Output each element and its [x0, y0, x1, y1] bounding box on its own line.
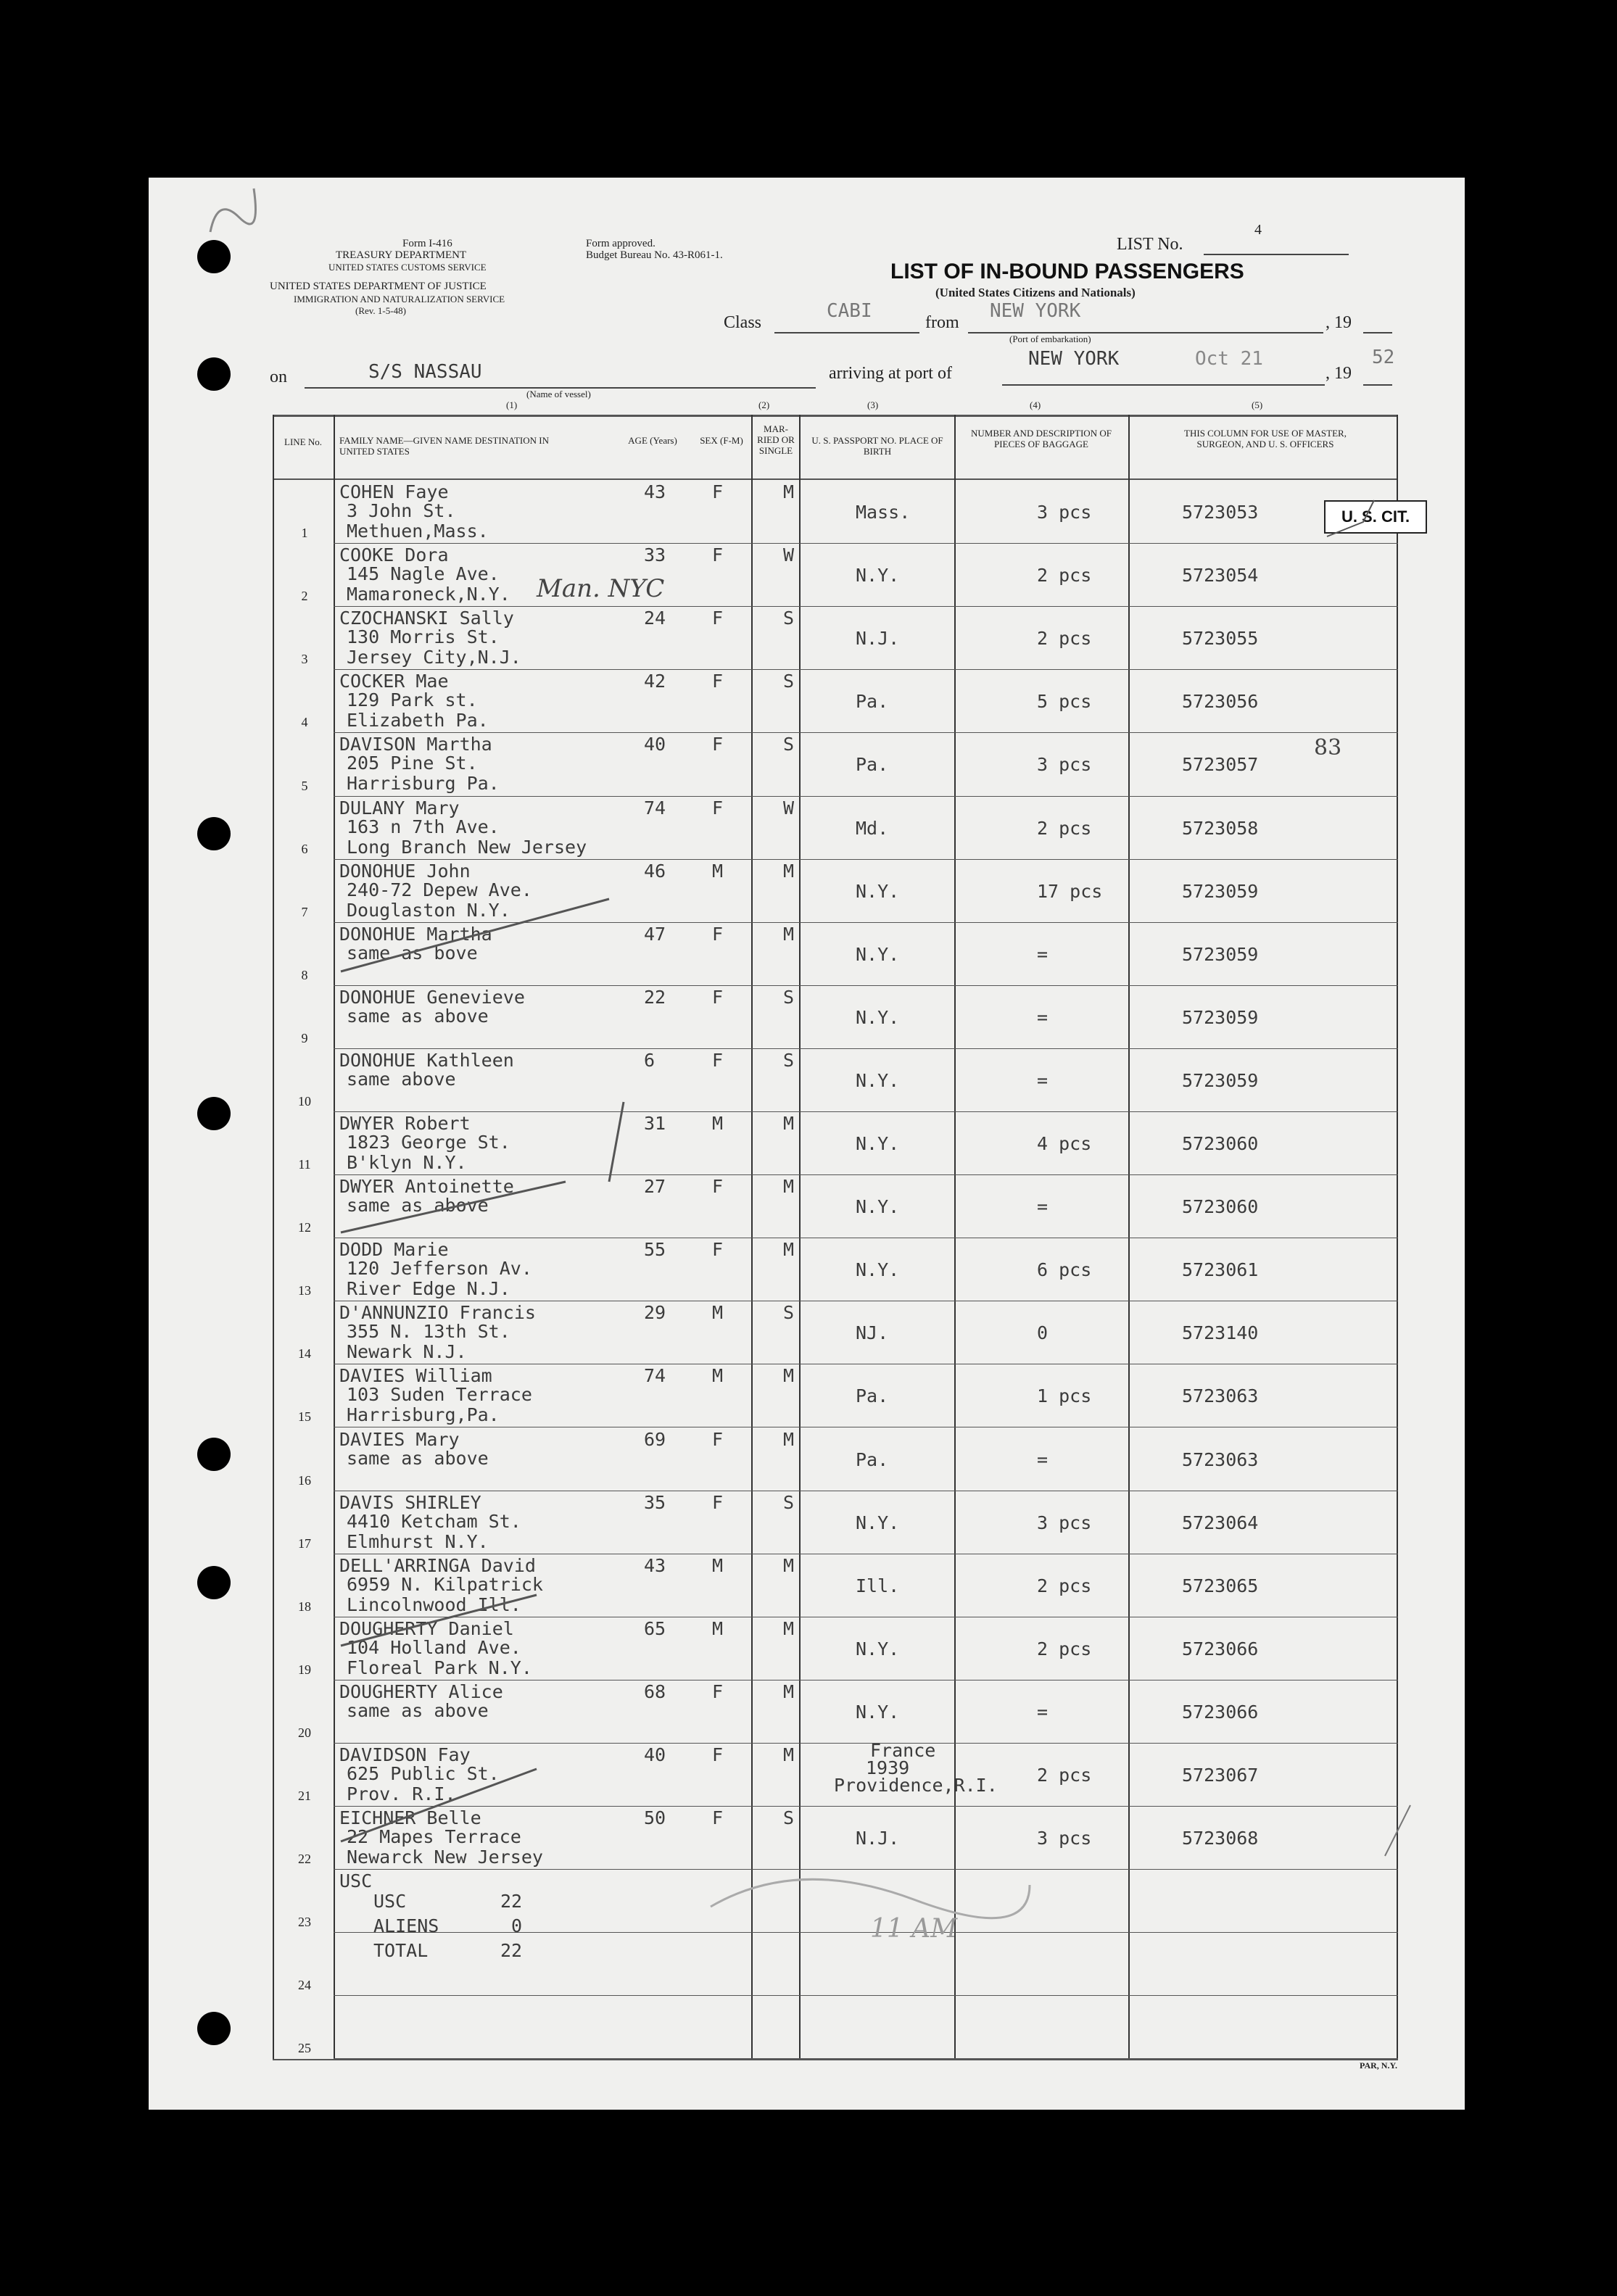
- passenger-destination: Prov. R.I.: [347, 1783, 456, 1804]
- passenger-address: 625 Public St.: [347, 1763, 500, 1784]
- passenger-name: DAVIES William: [339, 1365, 492, 1386]
- passenger-sex: M: [712, 861, 724, 882]
- passenger-sex: F: [712, 924, 724, 945]
- col-num-2: (2): [758, 399, 770, 410]
- form-title: LIST OF IN-BOUND PASSENGERS: [890, 260, 1244, 283]
- officer-number: 5723059: [1182, 944, 1259, 965]
- place-of-birth: N.Y.: [856, 565, 900, 586]
- place-of-birth: N.Y.: [856, 944, 900, 965]
- officer-number: 5723063: [1182, 1449, 1259, 1470]
- passenger-sex: F: [712, 1429, 724, 1450]
- place-of-birth: N.Y.: [856, 881, 900, 902]
- passenger-sex: M: [712, 1365, 724, 1386]
- col-officers-header: THIS COLUMN FOR USE OF MASTER, SURGEON, AND U. S. OFFICERS: [1184, 428, 1347, 449]
- line-number: 5: [301, 779, 308, 793]
- baggage: 5 pcs: [1037, 691, 1092, 712]
- line-number: 4: [301, 715, 308, 729]
- officer-number: 5723055: [1182, 628, 1259, 649]
- passenger-destination: Jersey City,N.J.: [347, 647, 521, 668]
- place-of-birth: France: [870, 1740, 936, 1761]
- place-of-birth: N.Y.: [856, 1007, 900, 1028]
- marital-status: M: [783, 924, 795, 945]
- passenger-name: DULANY Mary: [339, 797, 460, 818]
- us-citizen-stamp: U. S. CIT.: [1324, 500, 1427, 534]
- passenger-name: DONOHUE Martha: [339, 924, 492, 945]
- line-number: 3: [301, 652, 308, 666]
- passenger-sex: M: [712, 1302, 724, 1323]
- passenger-address: 1823 George St.: [347, 1132, 510, 1153]
- ins-service: IMMIGRATION AND NATURALIZATION SERVICE: [294, 294, 505, 304]
- total-value: 22: [500, 1940, 523, 1961]
- list-no-label: LIST No.: [1117, 235, 1183, 254]
- officer-number: 5723058: [1182, 818, 1259, 839]
- line-number: 7: [301, 905, 308, 919]
- treasury-dept: TREASURY DEPARTMENT: [336, 249, 467, 261]
- passenger-address: same as above: [347, 1448, 489, 1469]
- officer-number: 5723059: [1182, 1070, 1259, 1091]
- passenger-address: 6959 N. Kilpatrick: [347, 1574, 543, 1595]
- arriving-port: NEW YORK: [1028, 348, 1120, 370]
- passenger-sex: F: [712, 671, 724, 692]
- passenger-age: 46: [644, 861, 666, 882]
- officer-number: 5723065: [1182, 1575, 1259, 1596]
- marital-status: M: [783, 1239, 795, 1260]
- officer-number: 5723057: [1182, 754, 1259, 775]
- place-of-birth: Pa.: [856, 691, 889, 712]
- passenger-address: same as above: [347, 1700, 489, 1721]
- col-baggage-header: NUMBER AND DESCRIPTION OF PIECES OF BAGGAGE: [971, 428, 1112, 449]
- passenger-address: 205 Pine St.: [347, 753, 478, 774]
- marital-status: S: [783, 1302, 795, 1323]
- officer-number: 5723060: [1182, 1196, 1259, 1217]
- passenger-age: 33: [644, 544, 666, 565]
- passenger-destination: Methuen,Mass.: [347, 521, 489, 542]
- passenger-destination: River Edge N.J.: [347, 1278, 510, 1299]
- place-of-birth: N.Y.: [856, 1259, 900, 1280]
- col-num-3: (3): [867, 399, 879, 410]
- handwritten-initials: 11 AM: [870, 1914, 958, 1944]
- passenger-address: 4410 Ketcham St.: [347, 1511, 521, 1532]
- passenger-destination: Lincolnwood Ill.: [347, 1594, 521, 1615]
- budget-bureau: Budget Bureau No. 43-R061-1.: [586, 249, 723, 261]
- officer-number: 5723066: [1182, 1702, 1259, 1723]
- line-number: 15: [298, 1409, 311, 1424]
- arriving-year-label: , 19: [1326, 364, 1352, 383]
- passenger-sex: F: [712, 987, 724, 1008]
- marital-status: S: [783, 1050, 795, 1071]
- passenger-address: 103 Suden Terrace: [347, 1384, 532, 1405]
- passenger-name: DAVIDSON Fay: [339, 1744, 471, 1765]
- passenger-address: same as above: [347, 1006, 489, 1027]
- officer-number: 5723054: [1182, 565, 1259, 586]
- line-number: 20: [298, 1725, 311, 1740]
- line-number: 2: [301, 589, 308, 603]
- baggage: =: [1037, 1196, 1049, 1217]
- line-number: 22: [298, 1852, 311, 1866]
- passenger-address: 240-72 Depew Ave.: [347, 879, 532, 900]
- passenger-name: COCKER Mae: [339, 671, 449, 692]
- passenger-sex: F: [712, 734, 724, 755]
- passenger-sex: F: [712, 797, 724, 818]
- marital-status: S: [783, 608, 795, 629]
- handwritten-note: Man. NYC: [537, 574, 665, 603]
- passport-year: 1939: [866, 1757, 910, 1778]
- marital-status: M: [783, 1555, 795, 1576]
- passenger-sex: F: [712, 1239, 724, 1260]
- line-number: 14: [298, 1346, 311, 1361]
- place-of-birth: N.Y.: [856, 1512, 900, 1533]
- passenger-sex: M: [712, 1618, 724, 1639]
- passenger-address: 104 Holland Ave.: [347, 1637, 521, 1658]
- line-number: 18: [298, 1599, 311, 1614]
- officer-number: 5723066: [1182, 1638, 1259, 1659]
- passenger-address: same as above: [347, 1195, 489, 1216]
- passenger-name: DOUGHERTY Alice: [339, 1681, 503, 1702]
- passenger-destination: Douglaston N.Y.: [347, 900, 510, 921]
- passenger-name: DWYER Robert: [339, 1113, 471, 1134]
- col-name-header: FAMILY NAME—GIVEN NAME DESTINATION IN UNITED STATES: [339, 435, 550, 457]
- officer-number: 5723063: [1182, 1385, 1259, 1406]
- passenger-destination: B'klyn N.Y.: [347, 1152, 467, 1173]
- passenger-age: 27: [644, 1176, 666, 1197]
- baggage: 2 pcs: [1037, 818, 1092, 839]
- passenger-sex: F: [712, 608, 724, 629]
- passenger-sex: F: [712, 1050, 724, 1071]
- officer-number: 5723056: [1182, 691, 1259, 712]
- line-number: 10: [298, 1094, 311, 1108]
- aliens-value: 0: [511, 1915, 523, 1936]
- passenger-age: 50: [644, 1807, 666, 1828]
- passenger-destination: Mamaroneck,N.Y.: [347, 584, 510, 605]
- vessel-label: (Name of vessel): [526, 389, 591, 399]
- passenger-sex: F: [712, 1807, 724, 1828]
- place-of-birth: N.Y.: [856, 1638, 900, 1659]
- total-label: TOTAL: [373, 1940, 429, 1961]
- passenger-age: 22: [644, 987, 666, 1008]
- passenger-age: 43: [644, 481, 666, 502]
- passenger-destination: Elizabeth Pa.: [347, 710, 489, 731]
- line-number: 1: [301, 526, 308, 540]
- col-num-5: (5): [1252, 399, 1263, 410]
- revision: (Rev. 1-5-48): [355, 305, 406, 316]
- passenger-sex: F: [712, 1744, 724, 1765]
- baggage: 4 pcs: [1037, 1133, 1092, 1154]
- place-of-birth: Pa.: [856, 1449, 889, 1470]
- line-number: 23: [298, 1915, 311, 1929]
- passenger-address: 145 Nagle Ave.: [347, 563, 500, 584]
- marital-status: S: [783, 734, 795, 755]
- marital-status: M: [783, 1681, 795, 1702]
- line-number: 16: [298, 1473, 311, 1488]
- baggage: 2 pcs: [1037, 565, 1092, 586]
- passenger-age: 74: [644, 1365, 666, 1386]
- passenger-age: 35: [644, 1492, 666, 1513]
- place-of-birth-2: Providence,R.I.: [834, 1775, 998, 1796]
- baggage: 2 pcs: [1037, 1575, 1092, 1596]
- line-number: 19: [298, 1662, 311, 1677]
- passenger-name: DWYER Antoinette: [339, 1176, 514, 1197]
- baggage: 3 pcs: [1037, 502, 1092, 523]
- baggage: =: [1037, 1702, 1049, 1723]
- officer-number: 5723059: [1182, 881, 1259, 902]
- col-age-header: AGE (Years): [628, 435, 677, 446]
- line-number: 12: [298, 1220, 311, 1235]
- officer-number: 5723068: [1182, 1828, 1259, 1849]
- passenger-age: 69: [644, 1429, 666, 1450]
- passenger-sex: F: [712, 1492, 724, 1513]
- officer-number: 5723067: [1182, 1765, 1259, 1786]
- line-number: 9: [301, 1031, 308, 1045]
- place-of-birth: Mass.: [856, 502, 911, 523]
- marital-status: M: [783, 1744, 795, 1765]
- marital-status: M: [783, 1365, 795, 1386]
- baggage: =: [1037, 1070, 1049, 1091]
- place-of-birth: NJ.: [856, 1322, 889, 1343]
- passenger-age: 68: [644, 1681, 666, 1702]
- baggage: 1 pcs: [1037, 1385, 1092, 1406]
- baggage: 17 pcs: [1037, 881, 1103, 902]
- handwritten-number: 83: [1314, 735, 1342, 761]
- marital-status: W: [783, 797, 795, 818]
- officer-number: 5723061: [1182, 1259, 1259, 1280]
- marital-status: M: [783, 1618, 795, 1639]
- passenger-name: USC: [339, 1870, 373, 1891]
- justice-dept: UNITED STATES DEPARTMENT OF JUSTICE: [270, 281, 487, 292]
- passenger-name: DAVIS SHIRLEY: [339, 1492, 481, 1513]
- passenger-destination: Harrisburg Pa.: [347, 773, 500, 794]
- passenger-address: same above: [347, 1069, 456, 1090]
- form-approved: Form approved.: [586, 238, 656, 249]
- form-subtitle: (United States Citizens and Nationals): [935, 286, 1136, 299]
- passenger-destination: Harrisburg,Pa.: [347, 1404, 500, 1425]
- customs-service: UNITED STATES CUSTOMS SERVICE: [328, 262, 487, 273]
- line-number: 11: [298, 1157, 311, 1172]
- passenger-name: COOKE Dora: [339, 544, 449, 565]
- place-of-birth: Md.: [856, 818, 889, 839]
- marital-status: S: [783, 1492, 795, 1513]
- passenger-sex: M: [712, 1113, 724, 1134]
- line-number: 17: [298, 1536, 311, 1551]
- passenger-name: EICHNER Belle: [339, 1807, 481, 1828]
- passenger-name: D'ANNUNZIO Francis: [339, 1302, 536, 1323]
- place-of-birth: N.J.: [856, 1828, 900, 1849]
- passenger-name: COHEN Faye: [339, 481, 449, 502]
- baggage: =: [1037, 1449, 1049, 1470]
- marital-status: S: [783, 671, 795, 692]
- passenger-age: 40: [644, 1744, 666, 1765]
- officer-number: 5723140: [1182, 1322, 1259, 1343]
- place-of-birth: N.Y.: [856, 1070, 900, 1091]
- passenger-age: 24: [644, 608, 666, 629]
- class-value: CABI: [827, 300, 872, 322]
- arriving-year: 52: [1372, 347, 1395, 368]
- col-sex-header: SEX (F-M): [700, 435, 743, 446]
- class-label: Class: [724, 313, 762, 332]
- passenger-age: 42: [644, 671, 666, 692]
- passenger-address: 3 John St.: [347, 500, 456, 521]
- list-no-value: 4: [1254, 222, 1262, 238]
- passenger-address: 355 N. 13th St.: [347, 1321, 510, 1342]
- line-number: 6: [301, 842, 308, 856]
- passenger-age: 6: [644, 1050, 656, 1071]
- officer-number: 5723064: [1182, 1512, 1259, 1533]
- officer-number: 5723053: [1182, 502, 1259, 523]
- line-number: 24: [298, 1978, 311, 1992]
- baggage: =: [1037, 1007, 1049, 1028]
- baggage: 0: [1037, 1322, 1049, 1343]
- passenger-age: 40: [644, 734, 666, 755]
- passenger-destination: Newarck New Jersey: [347, 1847, 543, 1868]
- aliens-label: ALIENS: [373, 1915, 439, 1936]
- marital-status: S: [783, 987, 795, 1008]
- col-num-1: (1): [506, 399, 518, 410]
- passenger-age: 43: [644, 1555, 666, 1576]
- from-label: from: [925, 313, 959, 332]
- passenger-sex: F: [712, 481, 724, 502]
- passenger-age: 47: [644, 924, 666, 945]
- baggage: 2 pcs: [1037, 1638, 1092, 1659]
- passenger-name: DODD Marie: [339, 1239, 449, 1260]
- arriving-date: Oct 21: [1195, 348, 1263, 370]
- passenger-sex: F: [712, 1681, 724, 1702]
- passenger-name: CZOCHANSKI Sally: [339, 608, 514, 629]
- passenger-age: 55: [644, 1239, 666, 1260]
- officer-number: 5723060: [1182, 1133, 1259, 1154]
- passenger-destination: Elmhurst N.Y.: [347, 1531, 489, 1552]
- baggage: 3 pcs: [1037, 754, 1092, 775]
- from-value: NEW YORK: [990, 300, 1081, 322]
- passenger-address: same as bove: [347, 942, 478, 963]
- marital-status: M: [783, 1429, 795, 1450]
- passenger-sex: F: [712, 544, 724, 565]
- passenger-destination: Floreal Park N.Y.: [347, 1657, 532, 1678]
- usc-label: USC: [373, 1891, 407, 1912]
- usc-value: 22: [500, 1891, 523, 1912]
- passenger-age: 29: [644, 1302, 666, 1323]
- passenger-name: DONOHUE Kathleen: [339, 1050, 514, 1071]
- passenger-name: DONOHUE John: [339, 861, 471, 882]
- place-of-birth: N.J.: [856, 628, 900, 649]
- marital-status: M: [783, 1176, 795, 1197]
- arriving-label: arriving at port of: [829, 364, 952, 383]
- line-number: 25: [298, 2041, 311, 2055]
- line-number: 8: [301, 968, 308, 982]
- passenger-address: 120 Jefferson Av.: [347, 1258, 532, 1279]
- passenger-address: 163 n 7th Ave.: [347, 816, 500, 837]
- place-of-birth: N.Y.: [856, 1196, 900, 1217]
- baggage: 3 pcs: [1037, 1828, 1092, 1849]
- baggage: 2 pcs: [1037, 628, 1092, 649]
- passenger-age: 65: [644, 1618, 666, 1639]
- col-passport-header: U. S. PASSPORT NO. PLACE OF BIRTH: [811, 435, 943, 457]
- line-number: 13: [298, 1283, 311, 1298]
- baggage: =: [1037, 944, 1049, 965]
- printer-mark: PAR, N.Y.: [1360, 2060, 1398, 2071]
- passenger-name: DAVIES Mary: [339, 1429, 460, 1450]
- passenger-name: DONOHUE Genevieve: [339, 987, 525, 1008]
- port-embark-label: (Port of embarkation): [1009, 333, 1091, 344]
- passenger-sex: F: [712, 1176, 724, 1197]
- passenger-address: 130 Morris St.: [347, 626, 500, 647]
- on-label: on: [270, 368, 287, 386]
- place-of-birth: N.Y.: [856, 1133, 900, 1154]
- col-line-header: LINE No.: [284, 436, 322, 447]
- officer-number: 5723059: [1182, 1007, 1259, 1028]
- line-number: 21: [298, 1789, 311, 1803]
- passenger-age: 74: [644, 797, 666, 818]
- passenger-destination: Long Branch New Jersey: [347, 837, 587, 858]
- passenger-name: DAVISON Martha: [339, 734, 492, 755]
- marital-status: M: [783, 1113, 795, 1134]
- form-id: Form I-416: [402, 238, 452, 249]
- passenger-name: DOUGHERTY Daniel: [339, 1618, 514, 1639]
- col-married-header: MAR-RIED OR SINGLE: [757, 423, 795, 456]
- place-of-birth: Pa.: [856, 754, 889, 775]
- passenger-address: 22 Mapes Terrace: [347, 1826, 521, 1847]
- marital-status: W: [783, 544, 795, 565]
- place-of-birth: Pa.: [856, 1385, 889, 1406]
- place-of-birth: N.Y.: [856, 1702, 900, 1723]
- baggage: 3 pcs: [1037, 1512, 1092, 1533]
- place-of-birth: Ill.: [856, 1575, 900, 1596]
- baggage: 6 pcs: [1037, 1259, 1092, 1280]
- col-num-4: (4): [1030, 399, 1041, 410]
- marital-status: S: [783, 1807, 795, 1828]
- marital-status: M: [783, 861, 795, 882]
- marital-status: M: [783, 481, 795, 502]
- from-year-label: , 19: [1326, 313, 1352, 332]
- baggage: 2 pcs: [1037, 1765, 1092, 1786]
- vessel-name: S/S NASSAU: [368, 361, 482, 383]
- passenger-name: DELL'ARRINGA David: [339, 1555, 536, 1576]
- passenger-sex: M: [712, 1555, 724, 1576]
- passenger-age: 31: [644, 1113, 666, 1134]
- passenger-address: 129 Park st.: [347, 689, 478, 710]
- passenger-destination: Newark N.J.: [347, 1341, 467, 1362]
